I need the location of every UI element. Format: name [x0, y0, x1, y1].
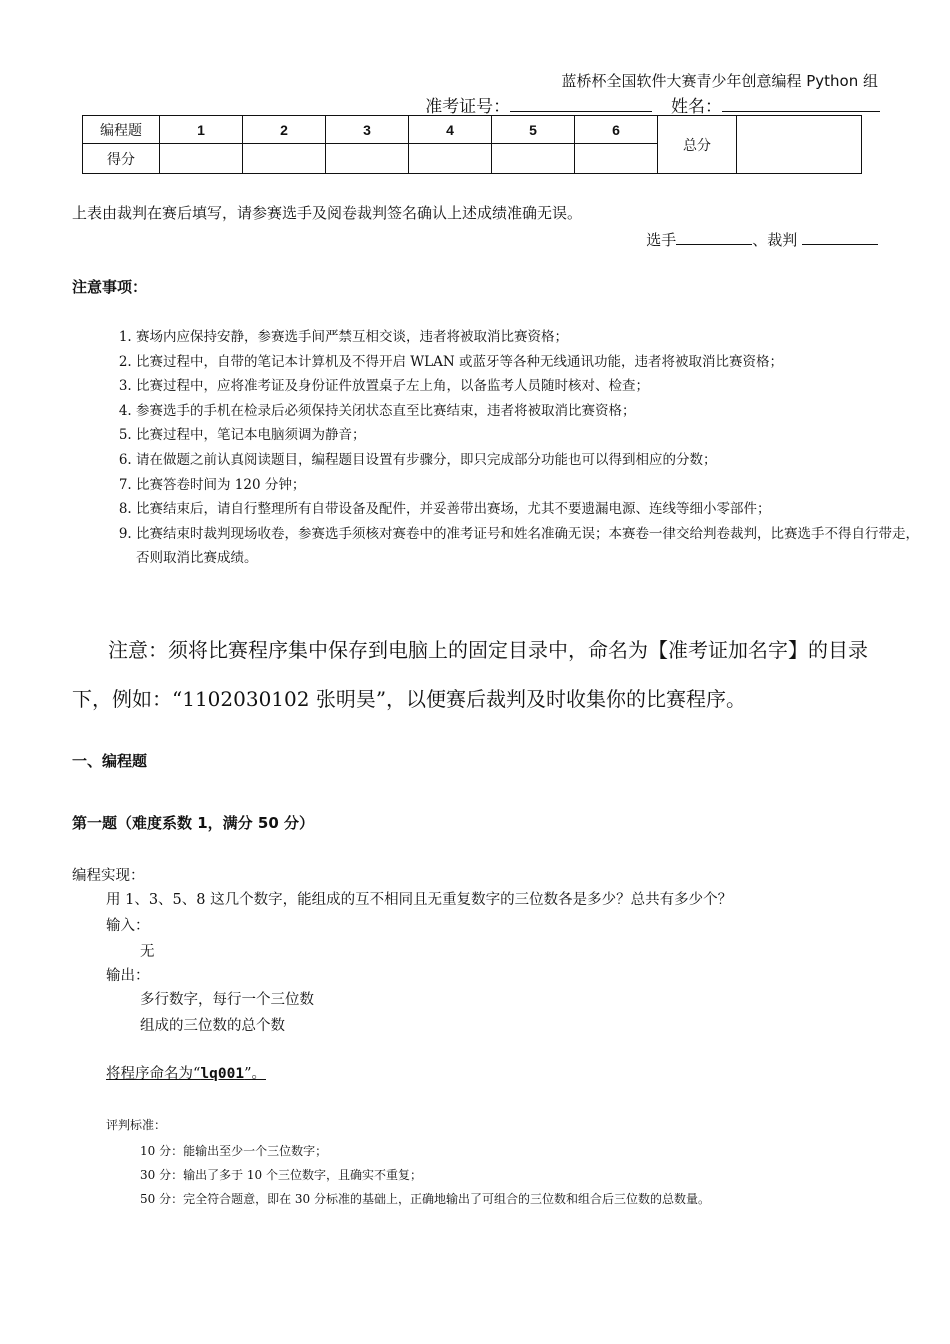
program-naming — [106, 1062, 266, 1083]
list-item: 6. 请在做题之前认真阅读题目，编程题目设置有步骤分，即只完成部分功能也可以得到相应的分数； — [136, 448, 928, 473]
contestant-blank[interactable] — [676, 228, 752, 245]
output-line-2: 组成的三位数的总个数 — [140, 1018, 285, 1034]
naming-prefix: 将程序命名为“ — [106, 1066, 201, 1082]
score-table — [82, 115, 862, 174]
criteria-label: 评判标准： — [106, 1118, 167, 1132]
list-item: 5. 比赛过程中，笔记本电脑须调为静音； — [136, 423, 928, 448]
naming-suffix: ”。 — [244, 1066, 266, 1082]
col-header-5: 5 — [492, 116, 575, 144]
col-header-2: 2 — [243, 116, 326, 144]
program-name: lq001 — [200, 1066, 245, 1082]
col-header-1: 1 — [160, 116, 243, 144]
row-label-problems: 编程题 — [83, 116, 160, 144]
criteria-item: 30 分：输出了多于 10 个三位数字，且确实不重复； — [140, 1168, 422, 1182]
name-label: 姓名： — [671, 97, 722, 117]
notice-list — [80, 325, 928, 571]
total-label: 总分 — [658, 116, 737, 174]
score-cell-1[interactable] — [160, 144, 243, 174]
list-item: 4. 参赛选手的手机在检录后必须保持关闭状态直至比赛结束，违者将被取消比赛资格； — [136, 399, 928, 424]
id-label: 准考证号： — [425, 97, 511, 117]
important-note-text: 注意：须将比赛程序集中保存到电脑上的固定目录中，命名为【准考证加名字】的目录下，例如：“1102030102 张明昊”，以便赛后裁判及时收集你的比赛程序。 — [72, 638, 868, 711]
competition-title: 蓝桥杯全国软件大赛青少年创意编程 Python 组 — [561, 72, 878, 90]
list-item: 7. 比赛答卷时间为 120 分钟； — [136, 473, 928, 498]
referee-blank[interactable] — [802, 228, 878, 245]
list-item: 8. 比赛结束后，请自行整理所有自带设备及配件，并妥善带出赛场，尤其不要遗漏电源、连线等细小零部件； — [136, 497, 928, 522]
list-item: 2. 比赛过程中，自带的笔记本计算机及不得开启 WLAN 或蓝牙等各种无线通讯功能，违者将被取消比赛资格； — [136, 350, 928, 375]
section-title: 一、编程题 — [72, 752, 148, 770]
score-cell-6[interactable] — [575, 144, 658, 174]
list-item: 3. 比赛过程中，应将准考证及身份证件放置桌子左上角，以备监考人员随时核对、检查； — [136, 374, 928, 399]
confirm-note: 上表由裁判在赛后填写，请参赛选手及阅卷裁判签名确认上述成绩准确无误。 — [72, 204, 583, 222]
question1-title: 第一题（难度系数 1，满分 50 分） — [72, 814, 314, 832]
name-blank[interactable] — [722, 95, 880, 112]
input-label: 输入： — [106, 918, 150, 934]
question1-description: 用 1、3、5、8 这几个数字，能组成的互不相同且无重复数字的三位数各是多少？总共有多少个？ — [106, 892, 733, 908]
id-name-line — [425, 92, 880, 117]
list-item: 9. 比赛结束时裁判现场收卷，参赛选手须核对赛卷中的准考证号和姓名准确无误；本赛卷一律交给判卷裁判，比赛选手不得自行带走，否则取消比赛成绩。 — [136, 522, 928, 571]
col-header-6: 6 — [575, 116, 658, 144]
score-cell-5[interactable] — [492, 144, 575, 174]
input-value: 无 — [140, 944, 155, 960]
contestant-label: 选手 — [646, 231, 677, 249]
important-note — [72, 626, 882, 724]
criteria-item: 10 分：能输出至少一个三位数字； — [140, 1144, 328, 1158]
total-score-cell[interactable] — [737, 116, 862, 174]
referee-label: 、裁判 — [752, 231, 798, 249]
impl-label: 编程实现： — [72, 868, 145, 884]
criteria-item: 50 分：完全符合题意，即在 30 分标准的基础上，正确地输出了可组合的三位数和组合后三位数的总数量。 — [140, 1192, 710, 1206]
score-cell-4[interactable] — [409, 144, 492, 174]
row-label-score: 得分 — [83, 144, 160, 174]
list-item: 1. 赛场内应保持安静，参赛选手间严禁互相交谈，违者将被取消比赛资格； — [136, 325, 928, 350]
col-header-3: 3 — [326, 116, 409, 144]
id-blank[interactable] — [510, 95, 652, 112]
notice-heading: 注意事项： — [72, 278, 148, 296]
col-header-4: 4 — [409, 116, 492, 144]
output-line-1: 多行数字，每行一个三位数 — [140, 992, 314, 1008]
signature-line — [646, 228, 878, 250]
score-cell-2[interactable] — [243, 144, 326, 174]
output-label: 输出： — [106, 968, 150, 984]
score-cell-3[interactable] — [326, 144, 409, 174]
